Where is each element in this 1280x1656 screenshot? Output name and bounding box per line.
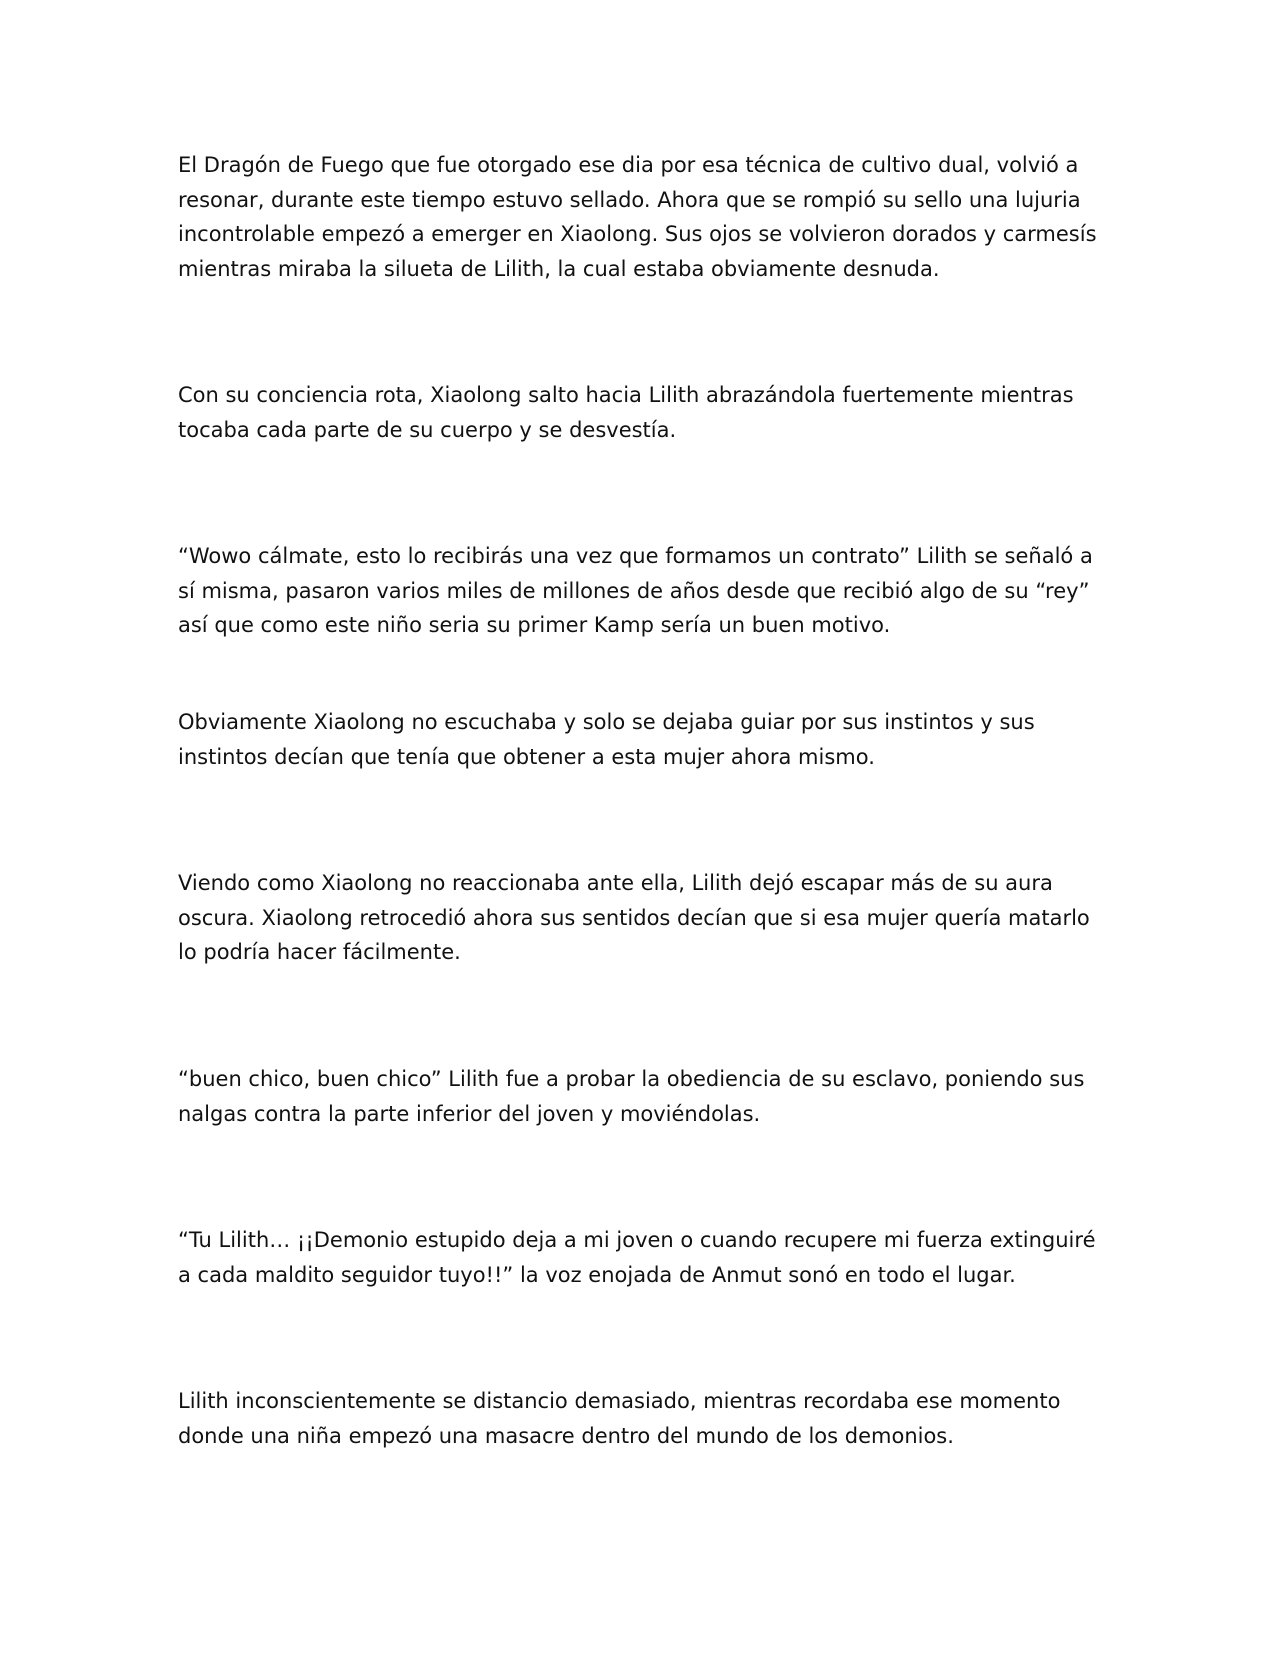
paragraph-8: Lilith inconscientemente se distancio demasiado, mientras recordaba ese momento donde una niña empezó una masacre dentro del mundo de los demonios. bbox=[178, 1389, 1061, 1448]
paragraph-4: Obviamente Xiaolong no escuchaba y solo se dejaba guiar por sus instintos y sus instintos decían que tenía que obtener a esta mujer ahora mismo. bbox=[178, 710, 1035, 769]
paragraph-1: El Dragón de Fuego que fue otorgado ese dia por esa técnica de cultivo dual, volvió a resonar, durante este tiempo estuvo sellado. Ahora que se rompió su sello una lujuria incontrolable empezó a emerger en Xiaolong. Sus ojos se volvieron dorados y carmesís mientras miraba la silueta de Lilith, la cual estaba obviamente desnuda. bbox=[178, 153, 1097, 281]
paragraph-5: Viendo como Xiaolong no reaccionaba ante ella, Lilith dejó escapar más de su aura oscura. Xiaolong retrocedió ahora sus sentidos decían que si esa mujer quería matarlo lo podría hacer fácilmente. bbox=[178, 871, 1090, 964]
paragraph-3: “Wowo cálmate, esto lo recibirás una vez que formamos un contrato” Lilith se señaló a sí misma, pasaron varios miles de millones de años desde que recibió algo de su “rey” así que como este niño seria su primer Kamp sería un buen motivo. bbox=[178, 544, 1093, 637]
paragraph-7: “Tu Lilith… ¡¡Demonio estupido deja a mi joven o cuando recupere mi fuerza extinguiré a cada maldito seguidor tuyo!!” la voz enojada de Anmut sonó en todo el lugar. bbox=[178, 1228, 1096, 1287]
paragraph-6: “buen chico, buen chico” Lilith fue a probar la obediencia de su esclavo, poniendo sus nalgas contra la parte inferior del joven y moviéndolas. bbox=[178, 1067, 1085, 1126]
paragraph-2: Con su conciencia rota, Xiaolong salto hacia Lilith abrazándola fuertemente mientras tocaba cada parte de su cuerpo y se desvestía. bbox=[178, 383, 1074, 442]
